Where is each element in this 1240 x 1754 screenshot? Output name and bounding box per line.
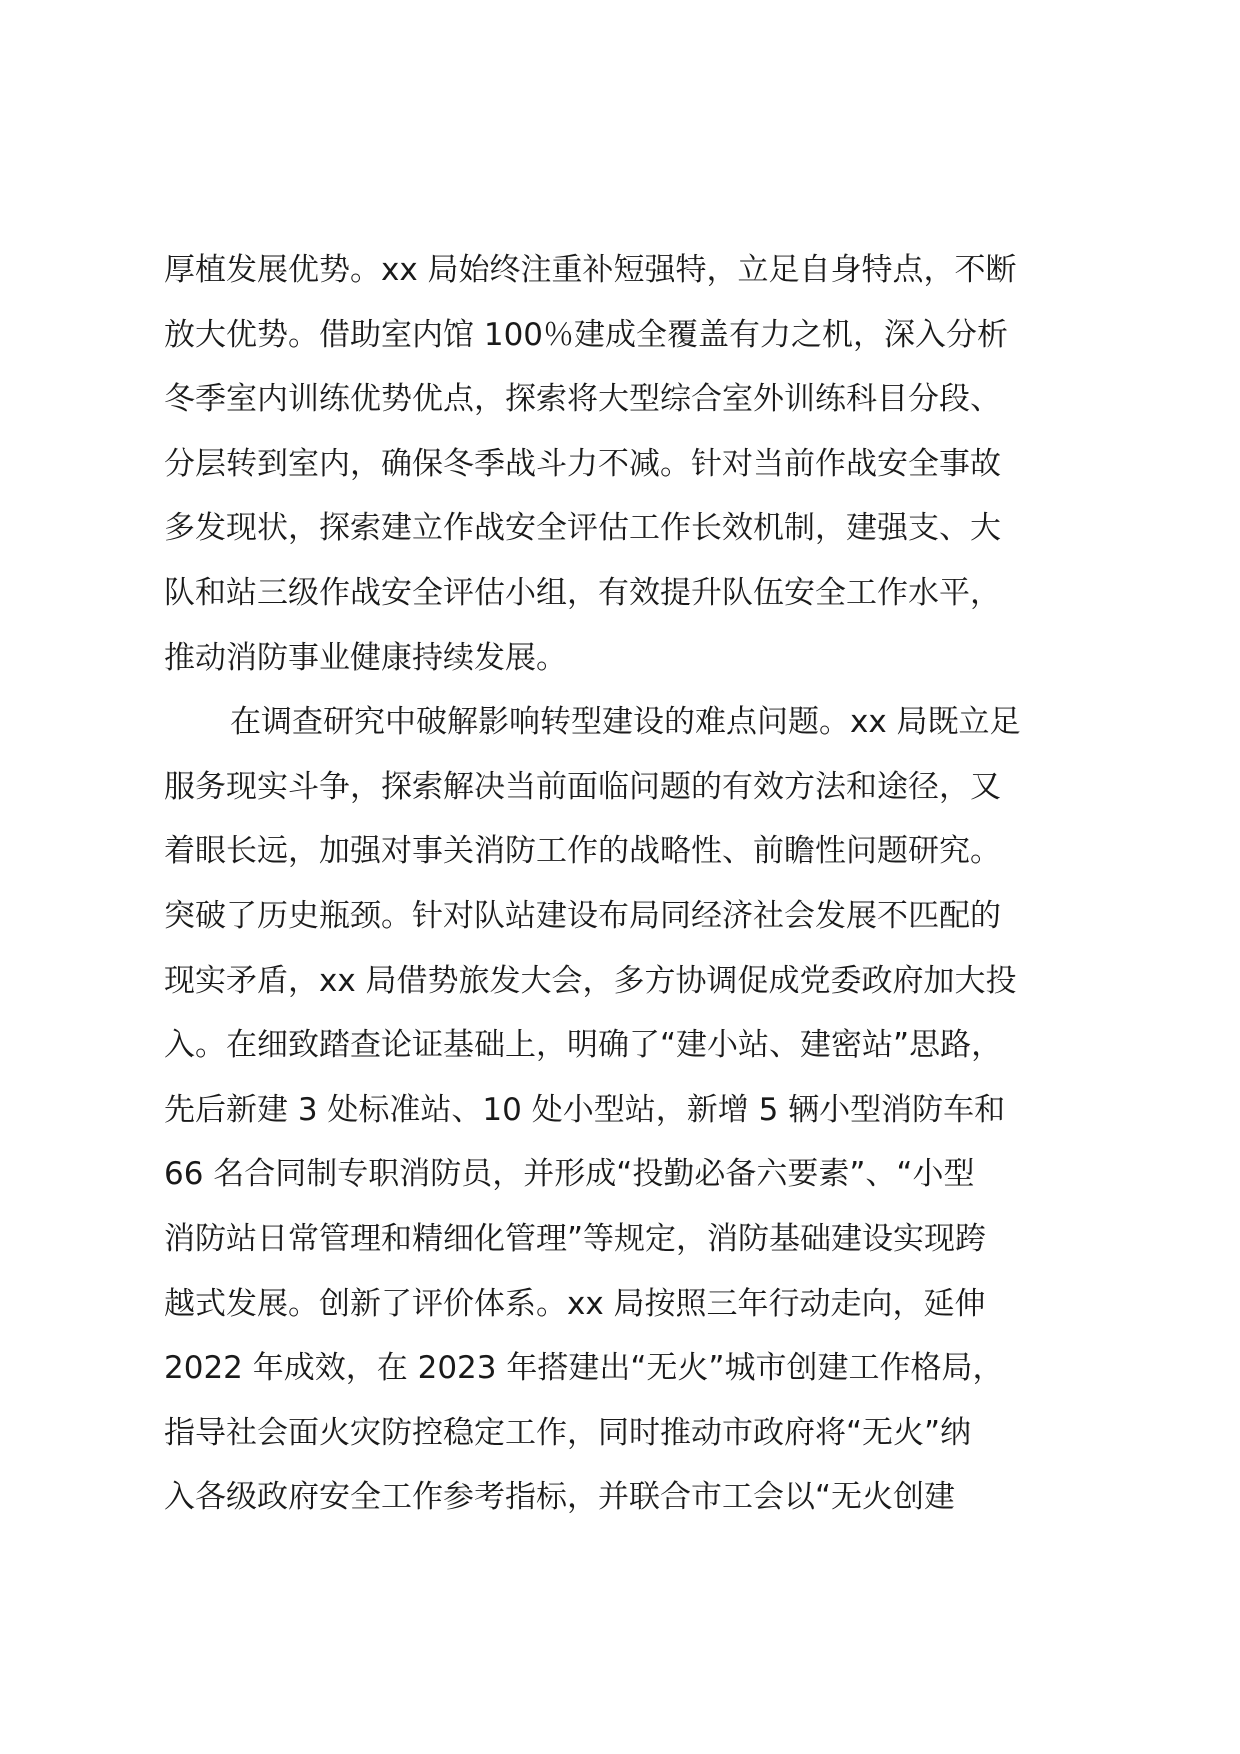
- text-line: 先后新建 3 处标准站、10 处小型站，新增 5 辆小型消防车和: [164, 1091, 1006, 1128]
- text-line: 现实矛盾，xx 局借势旅发大会，多方协调促成党委政府加大投: [164, 962, 1017, 999]
- text-line: 队和站三级作战安全评估小组，有效提升队伍安全工作水平，: [164, 574, 1001, 611]
- text-line: 入。在细致踏查论证基础上，明确了“建小站、建密站”思路，: [164, 1027, 1003, 1064]
- text-line: 多发现状，探索建立作战安全评估工作长效机制，建强支、大: [164, 510, 1001, 547]
- text-line: 厚植发展优势。xx 局始终注重补短强特，立足自身特点，不断: [164, 252, 1017, 288]
- text-line: 放大优势。借助室内馆 100％建成全覆盖有力之机，深入分析: [164, 316, 1009, 353]
- text-line: 越式发展。创新了评价体系。xx 局按照三年行动走向，延伸: [164, 1285, 986, 1322]
- text-line: 指导社会面火灾防控稳定工作，同时推动市政府将“无火”纳: [164, 1414, 972, 1451]
- text-line: 着眼长远，加强对事关消防工作的战略性、前瞻性问题研究。: [164, 833, 1001, 870]
- text-line: 消防站日常管理和精细化管理”等规定，消防基础建设实现跨: [164, 1220, 987, 1257]
- text-line: 服务现实斗争，探索解决当前面临问题的有效方法和途径，又: [164, 768, 1001, 805]
- text-line: 推动消防事业健康持续发展。: [164, 639, 567, 676]
- text-line: 66 名合同制专职消防员，并形成“投勤必备六要素”、“小型: [164, 1156, 975, 1193]
- paragraph-start-line: 在调查研究中破解影响转型建设的难点问题。xx 局既立足: [230, 704, 1021, 741]
- text-line: 2022 年成效，在 2023 年搭建出“无火”城市创建工作格局，: [164, 1350, 1004, 1387]
- text-line: 入各级政府安全工作参考指标，并联合市工会以“无火创建: [164, 1479, 956, 1516]
- text-line: 突破了历史瓶颈。针对队站建设布局同经济社会发展不匹配的: [164, 897, 1001, 934]
- text-line: 分层转到室内，确保冬季战斗力不减。针对当前作战安全事故: [164, 445, 1001, 482]
- text-line: 冬季室内训练优势优点，探索将大型综合室外训练科目分段、: [164, 381, 1001, 418]
- body-text: [164, 238, 1124, 1530]
